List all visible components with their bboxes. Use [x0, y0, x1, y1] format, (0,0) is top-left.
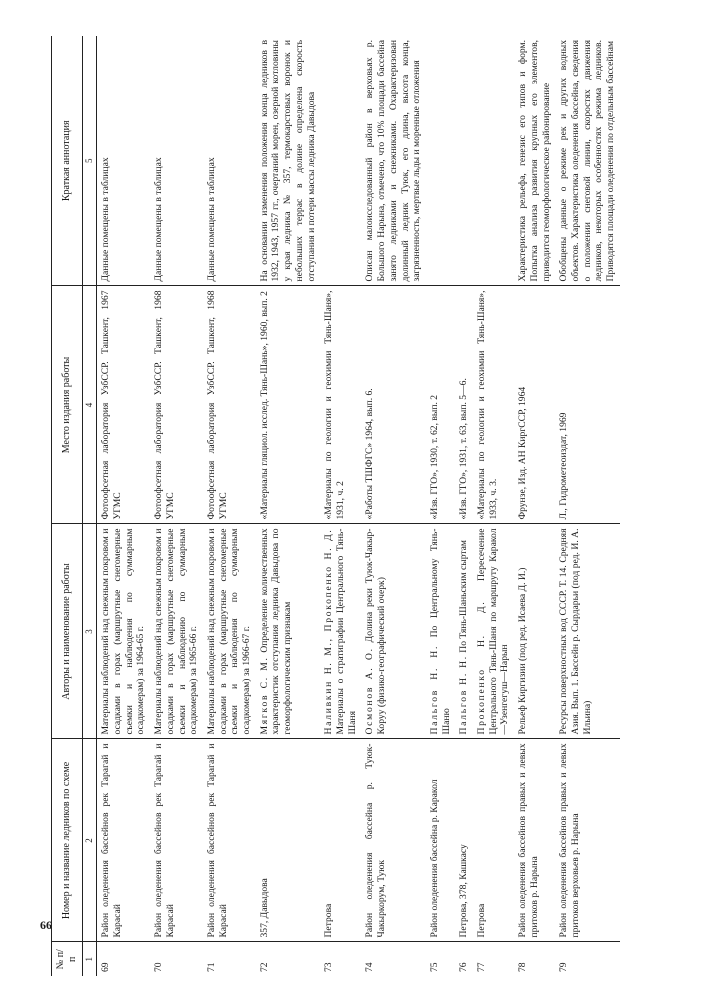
glacier-name: Петрова	[320, 739, 361, 942]
glacier-name: Район оледенения бассейнов рек Тарагай и Карасай	[150, 739, 203, 942]
column-number-row	[83, 36, 97, 976]
work-title-text: По Центральному Тянь-Шаню	[428, 528, 452, 735]
row-number: 76	[458, 962, 470, 972]
work-title: Материалы наблюдений над снежным покровом и осадками в горах (маршрутные снегомерные съемки и наблюдения по суммарным осадкомерам) за 1966-67 г.	[203, 524, 256, 739]
publication-place: «Материалы по геологии и геохимии Тянь-Шаня», 1933, ч. 3.	[473, 286, 514, 524]
glacier-name: Петрова, 378, Кашкасу	[455, 739, 473, 942]
row-number: 75	[428, 962, 440, 972]
annotation: Данные помещены в таблицах	[203, 36, 256, 286]
annotation: На основании изменения положения конца ледников в 1932, 1943, 1957 гг., очертаний морен, озерной котловины у края ледника № 357, термокарстовых воронок и небольших террас в долине определена скорость отступания и потери массы ледника Давыдова	[256, 36, 321, 286]
author-name: Осмонов А. О.	[364, 647, 376, 735]
glacier-name: 357, Давыдова	[256, 739, 321, 942]
work-title: Материалы наблюдений над снежным покровом и осадками в горах (маршрутные снегомерные съемки и наблюдения по суммарным осадкомерам) за 1964-65 г.	[97, 524, 150, 739]
publication-place: «Работы ТШФГС» 1964, вып. 6.	[361, 286, 426, 524]
publication-place: «Материалы по геологии и геохимии Тянь-Шаня», 1931, ч. 2	[320, 286, 361, 524]
glacier-name: Район оледенения бассейнов рек Тарагай и Карасай	[203, 739, 256, 942]
work-title	[256, 524, 321, 739]
page-number: 66	[40, 918, 52, 932]
glacier-name: Район оледенения бассейна р. Туюк-Чакыркорум, Туюк	[361, 739, 426, 942]
annotation	[473, 36, 514, 286]
row-number: 69	[100, 962, 112, 972]
work-title	[426, 524, 455, 739]
work-title: Рельеф Киргизии (под ред. Исаева Д. И.)	[514, 524, 555, 739]
row-number: 71	[205, 962, 217, 972]
annotation: Обобщены данные о режиме рек и других водных объектов. Характеристика оледенения бассейна, сведения о положении снеговой линии, скоростях движения ледников, некоторых особенностях режима ледников. Приводятся площади оледенения по отдельным бассейнам	[555, 36, 620, 286]
glacier-name: Район оледенения бассейна р. Каракол	[426, 739, 455, 942]
work-title-text: Материалы о стратиграфии Центрального Тянь-Шаня	[335, 528, 358, 735]
table-row	[320, 36, 361, 976]
glacier-name: Петрова	[473, 739, 514, 942]
header-name: Номер и название ледников по схеме	[52, 739, 83, 942]
row-number: 72	[258, 962, 270, 972]
annotation: Характеристика рельефа, генезис его типов и форм. Попытка анализа развития крупных его элементов, приводится геоморфологическое районирование	[514, 36, 555, 286]
author-name: Пальгов Н. Н.	[458, 655, 470, 735]
author-name: Наливкин Н. М., Прокопенко Н. Д.	[323, 528, 335, 735]
annotation: Данные помещены в таблицах	[97, 36, 150, 286]
header-authors: Авторы и наименование работы	[52, 524, 83, 739]
work-title	[473, 524, 514, 739]
author-name: Пальгов Н. Н.	[428, 644, 440, 735]
work-title: Материалы наблюдений над снежным покровом и осадками в горах (маршрутные снегомерные съемки и наблюдению по суммарным осадкомерам) за 1965-66 г.	[150, 524, 203, 739]
row-number: 77	[476, 962, 488, 972]
publication-place: «Материалы гляциол. исслед. Тянь-Шань», 1960, вып. 2	[256, 286, 321, 524]
publisher-org: УГМС	[112, 492, 124, 520]
glacier-name: Район оледенения бассейнов правых и левых притоков верховьев р. Нарына	[555, 739, 620, 942]
work-title	[455, 524, 473, 739]
publication-text: Фотоофсетная лаборатория УзбССР. Ташкент, 1968	[153, 290, 165, 520]
table-row	[256, 36, 321, 976]
row-number: 79	[558, 962, 570, 972]
publication-place	[150, 286, 203, 524]
row-number: 73	[323, 962, 335, 972]
work-title-text: Долина реки Туюк-Чакыр-Коруу (физико-географический очерк)	[364, 528, 388, 735]
column-number: 4	[83, 286, 97, 524]
column-number: 3	[83, 524, 97, 739]
publication-place: «Изв. ГГО», 1930, т. 62, вып. 2	[426, 286, 455, 524]
row-number: 78	[517, 962, 529, 972]
publication-place	[203, 286, 256, 524]
header-place: Место издания работы	[52, 286, 83, 524]
header-no: № п/п	[52, 942, 83, 976]
annotation: Описан малоисследованный район в верховьях р. Большого Нарына, отмечено, что 10% площади бассейна занято ледниками и снежниками. Охарактеризован долинный ледник Туюк, его длина, высота конца, загрязненность, мертвые льды и моренные отложения	[361, 36, 426, 286]
publication-place: Фрунзе, Изд. АН КиргССР, 1964	[514, 286, 555, 524]
work-title	[320, 524, 361, 739]
work-title-text: Определение количественных характеристик отступания ледника Давыдова по геоморфологическим признакам	[258, 528, 294, 735]
column-number: 5	[83, 36, 97, 286]
annotation	[455, 36, 473, 286]
work-title-text: По Тянь-Шаньским сыртам	[458, 540, 470, 653]
table-row	[555, 36, 620, 976]
glacier-name: Район оледенения бассейнов рек Тарагай и Карасай	[97, 739, 150, 942]
column-number: 1	[83, 942, 97, 976]
publication-text: Фотоофсетная лаборатория УзбССР. Ташкент, 1968	[205, 290, 217, 520]
glacier-name: Район оледенения бассейнов правых и левых притоков р. Нарына	[514, 739, 555, 942]
work-title-text: Пересечение Центрального Тянь-Шаня по маршруту Каракол—Узенгегуш—Нарын	[476, 528, 511, 735]
table-row	[473, 36, 514, 976]
column-number: 2	[83, 739, 97, 942]
work-title	[361, 524, 426, 739]
table-header-row	[52, 36, 83, 976]
table-row	[150, 36, 203, 976]
table-row	[97, 36, 150, 976]
publication-text: Фотоофсетная лаборатория УзбССР. Ташкент, 1967	[100, 290, 112, 520]
annotation	[320, 36, 361, 286]
publisher-org: УГМС	[164, 492, 176, 520]
author-name: Прокопенко Н. Д.	[476, 600, 488, 735]
header-note: Краткая аннотация	[52, 36, 83, 286]
author-name: Мягков С. М.	[258, 656, 270, 735]
table-row	[514, 36, 555, 976]
table-row	[455, 36, 473, 976]
row-number: 70	[153, 962, 165, 972]
table-row	[361, 36, 426, 976]
publication-place: Л., Гидрометеоиздат, 1969	[555, 286, 620, 524]
annotation: Данные помещены в таблицах	[150, 36, 203, 286]
work-title: Ресурсы поверхностных вод СССР. Т. 14. Средняя Азия. Вып. 1. Бассейн р. Сырдарьи (под ред. И. А. Ильина)	[555, 524, 620, 739]
publication-place	[97, 286, 150, 524]
publisher-org: УГМС	[217, 492, 229, 520]
row-number: 74	[364, 962, 376, 972]
glacier-literature-table	[51, 36, 620, 976]
annotation	[426, 36, 455, 286]
table-row	[203, 36, 256, 976]
table-row	[426, 36, 455, 976]
publication-place: «Изв. ГГО», 1931, т. 63, вып. 5—6.	[455, 286, 473, 524]
rotated-page	[51, 36, 663, 976]
